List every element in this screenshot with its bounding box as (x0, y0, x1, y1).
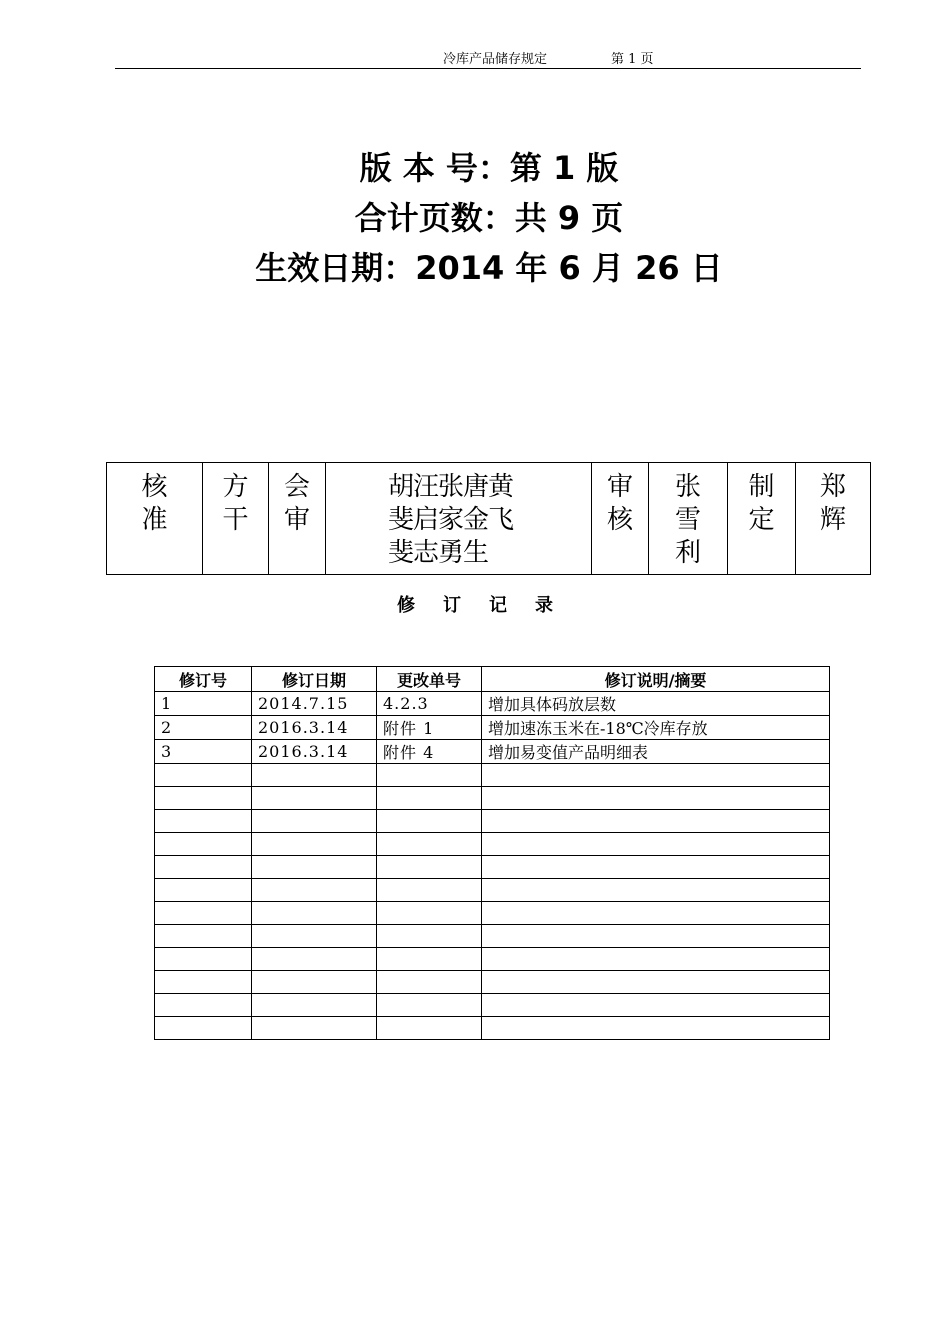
table-cell (377, 856, 482, 879)
table-cell (252, 856, 377, 879)
table-cell (482, 948, 830, 971)
table-cell (252, 879, 377, 902)
table-cell: 1 (155, 692, 252, 716)
table-cell (377, 879, 482, 902)
table-cell (377, 994, 482, 1017)
table-row (155, 971, 830, 994)
table-cell (252, 833, 377, 856)
table-row (155, 833, 830, 856)
table-cell (482, 833, 830, 856)
table-cell: 2016.3.14 (252, 716, 377, 740)
page-header (115, 48, 861, 69)
approval-table (106, 462, 871, 575)
table-cell: 增加易变值产品明细表 (482, 740, 830, 764)
table-cell (155, 994, 252, 1017)
table-cell (252, 925, 377, 948)
table-row (155, 948, 830, 971)
table-cell (377, 833, 482, 856)
table-cell: 附件 4 (377, 740, 482, 764)
table-cell (155, 856, 252, 879)
table-cell (155, 971, 252, 994)
preparer-cell (796, 463, 871, 575)
table-cell (482, 764, 830, 787)
table-cell (482, 994, 830, 1017)
table-cell (155, 1017, 252, 1040)
table-cell (377, 948, 482, 971)
table-row (155, 716, 830, 740)
table-row (155, 994, 830, 1017)
table-cell: 增加速冻玉米在-18℃冷库存放 (482, 716, 830, 740)
table-cell (252, 948, 377, 971)
column-header: 更改单号 (377, 667, 482, 692)
countersigners-cell (326, 463, 592, 575)
table-cell (482, 856, 830, 879)
table-row (155, 740, 830, 764)
table-cell (155, 833, 252, 856)
table-row (155, 902, 830, 925)
table-row (155, 787, 830, 810)
table-cell (377, 925, 482, 948)
table-cell (482, 810, 830, 833)
table-row (155, 879, 830, 902)
revision-record-title: 修订记录 (397, 595, 581, 616)
prepare-label-cell (728, 463, 796, 575)
table-cell (482, 1017, 830, 1040)
version-line: 版 本 号：第 1 版 (359, 149, 619, 187)
table-cell (155, 902, 252, 925)
table-cell (252, 787, 377, 810)
table-cell (155, 810, 252, 833)
table-cell (482, 902, 830, 925)
header-document-name: 冷库产品储存规定 (443, 52, 548, 67)
table-cell (482, 879, 830, 902)
table-cell (482, 925, 830, 948)
title-block (0, 143, 950, 293)
table-cell (252, 971, 377, 994)
table-cell: 2 (155, 716, 252, 740)
approver-name: 方干 (222, 472, 249, 535)
table-cell (377, 902, 482, 925)
table-cell (252, 1017, 377, 1040)
revision-table-body (155, 692, 830, 1040)
table-cell: 增加具体码放层数 (482, 692, 830, 716)
table-row (155, 856, 830, 879)
page-count-line: 合计页数：共 9 页 (354, 199, 624, 237)
table-cell (155, 879, 252, 902)
table-row (155, 764, 830, 787)
table-cell (155, 787, 252, 810)
table-row (155, 1017, 830, 1040)
table-cell: 2014.7.15 (252, 692, 377, 716)
table-cell (377, 810, 482, 833)
table-row (155, 925, 830, 948)
table-cell (482, 971, 830, 994)
countersigner-line: 胡汪张唐黄 (388, 472, 514, 502)
approve-label-cell (107, 463, 203, 575)
table-row (155, 810, 830, 833)
table-cell (155, 925, 252, 948)
table-cell: 2016.3.14 (252, 740, 377, 764)
revision-table (154, 666, 830, 1040)
column-header: 修订号 (155, 667, 252, 692)
approver-cell (203, 463, 269, 575)
table-cell (252, 810, 377, 833)
table-cell (377, 971, 482, 994)
table-cell: 4.2.3 (377, 692, 482, 716)
table-cell (252, 902, 377, 925)
countersigner-line: 斐启家金飞 (388, 505, 514, 535)
table-cell (377, 787, 482, 810)
revision-header-row (155, 667, 830, 692)
table-cell (252, 994, 377, 1017)
table-cell (377, 764, 482, 787)
countersign-label: 会审 (284, 472, 311, 535)
review-label-cell (592, 463, 649, 575)
column-header: 修订说明/摘要 (482, 667, 830, 692)
review-label: 审核 (607, 472, 634, 535)
table-cell (252, 764, 377, 787)
table-cell (377, 1017, 482, 1040)
approve-label: 核准 (141, 472, 168, 535)
table-cell (155, 764, 252, 787)
column-header: 修订日期 (252, 667, 377, 692)
prepare-label: 制定 (748, 472, 775, 535)
countersign-label-cell (269, 463, 326, 575)
effective-date-line: 生效日期：2014 年 6 月 26 日 (255, 249, 723, 287)
table-cell: 3 (155, 740, 252, 764)
preparer-name: 郑辉 (820, 472, 847, 535)
countersigner-line: 斐志勇生 (388, 538, 489, 568)
header-page-number: 第 1 页 (611, 52, 654, 67)
reviewer-cell (649, 463, 728, 575)
table-cell (155, 948, 252, 971)
table-cell (482, 787, 830, 810)
table-cell: 附件 1 (377, 716, 482, 740)
reviewer-name: 张雪利 (675, 472, 702, 568)
table-row (155, 692, 830, 716)
